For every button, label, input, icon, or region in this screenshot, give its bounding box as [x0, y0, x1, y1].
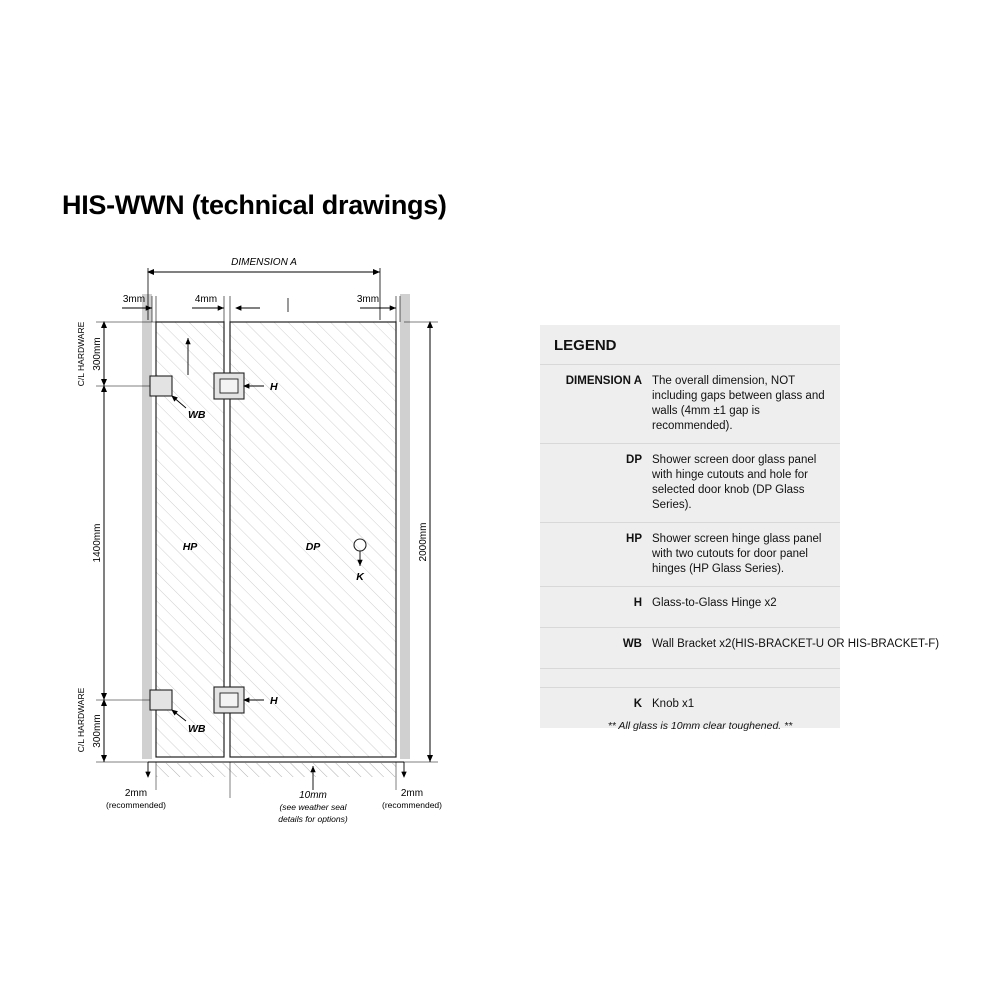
legend-spacer [540, 669, 840, 688]
wall-right [400, 294, 410, 759]
floor-hatch [156, 763, 396, 777]
dimension-a-label: DIMENSION A [231, 257, 297, 268]
legend-desc: Wall Bracket x2(HIS-BRACKET-U OR HIS-BRACKET-F) [652, 638, 940, 650]
knob-label: K [356, 571, 364, 583]
legend-key: H [633, 597, 642, 609]
top-hardware-dim-label: 300mm [92, 337, 103, 371]
wall-bracket-top [150, 376, 172, 396]
wall-left [142, 294, 152, 759]
legend-panel [540, 325, 940, 728]
panel-hp-label: HP [182, 541, 198, 553]
floor-gap-left-label: 2mm [124, 788, 148, 799]
legend-key: WB [622, 638, 642, 650]
legend-desc: Shower screen hinge glass panel with two cutouts for door panel hinges (HP Glass Series). [652, 533, 822, 575]
gap-right-wall-label: 3mm [356, 294, 380, 305]
legend-key: K [633, 698, 642, 710]
legend-row [540, 444, 840, 523]
gap-left-wall-label: 3mm [122, 294, 146, 305]
height-total-label: 2000mm [418, 522, 429, 562]
hinge-top-label: H [270, 381, 278, 393]
page-title: HIS-WWN (technical drawings) [62, 190, 447, 220]
bottom-hardware-dim-label: 300mm [92, 714, 103, 748]
floor-gap-center-note-1: (see weather seal [279, 802, 347, 812]
legend-row [540, 628, 940, 669]
technical-drawing [60, 250, 480, 840]
wall-bracket-bottom-label: WB [188, 723, 206, 735]
gap-between-glass-label: 4mm [194, 294, 218, 305]
drawing-svg [60, 250, 480, 850]
bottom-hardware-cl-label: C/L HARDWARE [76, 687, 86, 753]
legend-desc: Knob x1 [652, 698, 695, 710]
legend-row [540, 523, 840, 587]
floor-gap-right-label: 2mm [400, 788, 424, 799]
floor-gap-left-note: (recommended) [106, 800, 166, 810]
middle-dim-label: 1400mm [92, 523, 103, 563]
legend-row [540, 587, 840, 628]
legend-desc: The overall dimension, NOT including gaps between glass and walls (4mm ±1 gap is recommended). [652, 375, 825, 432]
wall-bracket-bottom [150, 690, 172, 710]
panel-dp-label: DP [305, 541, 321, 553]
wall-bracket-top-label: WB [188, 409, 206, 421]
legend-desc: Glass-to-Glass Hinge x2 [652, 597, 777, 609]
legend-note: ** All glass is 10mm clear toughened. ** [607, 720, 793, 732]
floor-gap-right-note: (recommended) [382, 800, 442, 810]
legend-title: LEGEND [540, 325, 840, 365]
legend-key: DP [626, 454, 642, 466]
floor-gap-center-note-2: details for options) [278, 814, 348, 824]
glass-panel-dp [230, 322, 396, 757]
floor-gap-center-label: 10mm [299, 790, 327, 801]
legend-row [540, 365, 840, 444]
legend-key: HP [626, 533, 642, 545]
legend-desc: Shower screen door glass panel with hinge cutouts and hole for selected door knob (DP Glass Series). [652, 454, 817, 511]
top-hardware-cl-label: C/L HARDWARE [76, 321, 86, 387]
legend-key: DIMENSION A [565, 375, 642, 387]
hinge-bottom-label: H [270, 695, 278, 707]
